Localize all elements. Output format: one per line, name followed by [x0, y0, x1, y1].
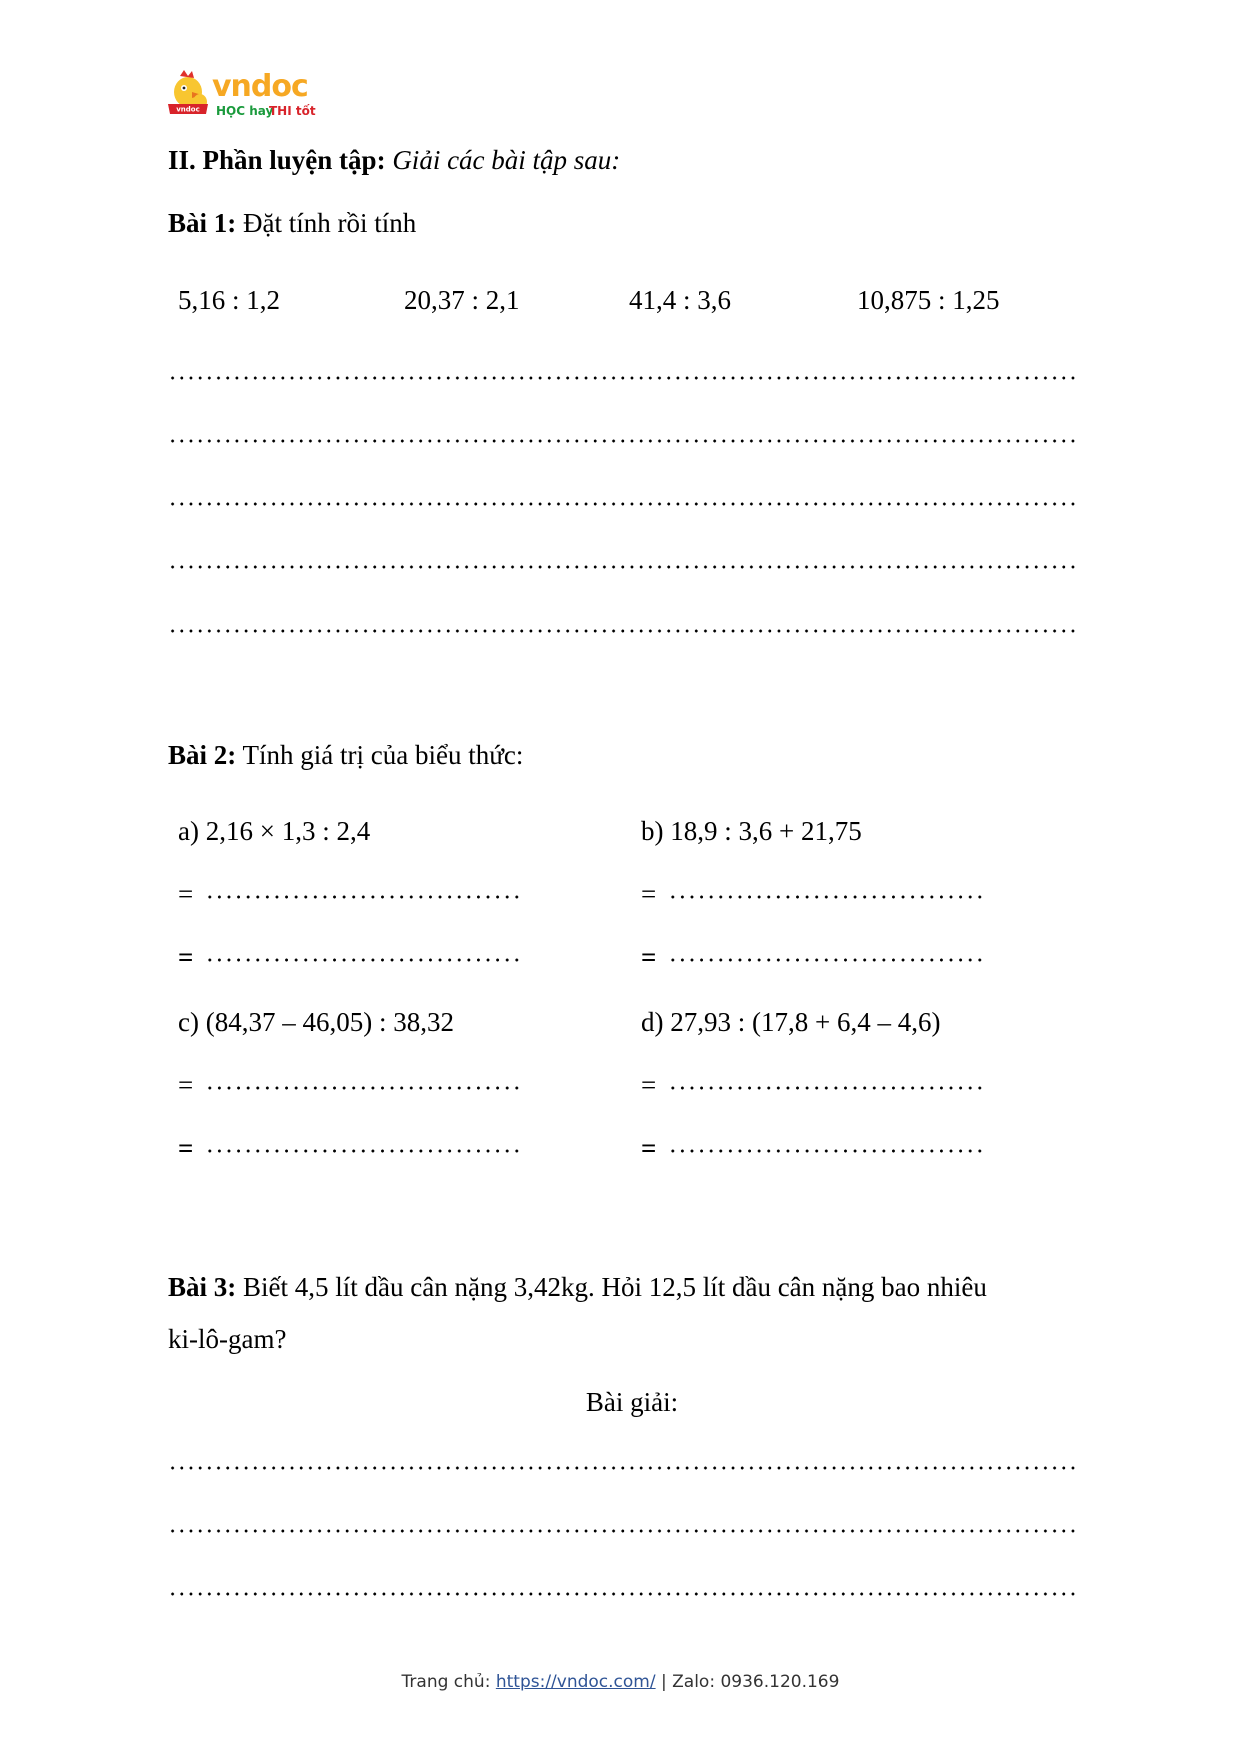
- bai2-a-answer-2[interactable]: [205, 958, 523, 962]
- bai2-c-answer-1[interactable]: [205, 1086, 523, 1090]
- bai2-heading: [168, 739, 523, 771]
- footer-home-link[interactable]: https://vndoc.com/: [495, 1672, 656, 1692]
- bai2-item-d: d) 27,93 : (17,8 + 6,4 – 4,6): [641, 1007, 941, 1037]
- bai2-c-eq2: =: [178, 1133, 194, 1163]
- bai2-item-b: b) 18,9 : 3,6 + 21,75: [641, 816, 862, 846]
- bai1-answer-line-2[interactable]: [168, 439, 1078, 443]
- bai2-item-c: c) (84,37 – 46,05) : 38,32: [178, 1007, 454, 1037]
- bai1-problem-4: 10,875 : 1,25: [857, 285, 1000, 315]
- svg-text:vndoc: vndoc: [212, 69, 308, 104]
- footer-separator: |: [661, 1672, 667, 1692]
- bai2-d-eq2: =: [641, 1133, 657, 1163]
- bai2-d-eq1: =: [641, 1070, 657, 1100]
- bai2-b-answer-1[interactable]: [668, 895, 986, 899]
- bai2-c-answer-2[interactable]: [205, 1149, 523, 1153]
- bai3-prompt-line1: Biết 4,5 lít dầu cân nặng 3,42kg. Hỏi 12,5 lít dầu cân nặng bao nhiêu: [243, 1272, 987, 1302]
- bai2-a-eq2: =: [178, 942, 194, 972]
- bai3-answer-line-3[interactable]: [168, 1592, 1078, 1596]
- bai2-b-answer-2[interactable]: [668, 958, 986, 962]
- bai2-label: Bài 2:: [168, 740, 237, 770]
- bai3-prompt-line2: ki-lô-gam?: [168, 1324, 287, 1354]
- footer-zalo: Zalo: 0936.120.169: [672, 1672, 840, 1692]
- bai3-solution-heading: Bài giải:: [585, 1387, 679, 1417]
- bai1-answer-line-5[interactable]: [168, 629, 1078, 633]
- bai2-d-answer-2[interactable]: [668, 1149, 986, 1153]
- bai2-item-a: a) 2,16 × 1,3 : 2,4: [178, 816, 371, 846]
- svg-text:HỌC hay: HỌC hay: [216, 104, 274, 118]
- page-footer: [0, 1672, 1241, 1692]
- bai1-answer-line-1[interactable]: [168, 376, 1078, 380]
- svg-text:vndoc: vndoc: [176, 105, 200, 114]
- bai3-heading: [168, 1271, 987, 1303]
- footer-home-label: Trang chủ:: [401, 1672, 491, 1692]
- bai1-problem-2: 20,37 : 2,1: [404, 285, 520, 315]
- bai3-answer-line-1[interactable]: [168, 1466, 1078, 1470]
- bai1-answer-line-3[interactable]: [168, 502, 1078, 506]
- bai3-answer-line-2[interactable]: [168, 1529, 1078, 1533]
- section-heading: [168, 144, 620, 176]
- bai1-problem-1: 5,16 : 1,2: [178, 285, 281, 315]
- bai1-heading: [168, 207, 416, 239]
- bai2-d-answer-1[interactable]: [668, 1086, 986, 1090]
- bai2-b-eq1: =: [641, 879, 657, 909]
- bai1-label: Bài 1:: [168, 208, 237, 238]
- bai1-problem-3: 41,4 : 3,6: [629, 285, 732, 315]
- bai2-prompt: Tính giá trị của biểu thức:: [242, 740, 524, 770]
- section-title: II. Phần luyện tập:: [168, 145, 386, 175]
- bai2-a-answer-1[interactable]: [205, 895, 523, 899]
- mascot-chicken-icon: [166, 68, 328, 122]
- bai1-prompt: Đặt tính rồi tính: [243, 208, 417, 238]
- bai1-answer-line-4[interactable]: [168, 565, 1078, 569]
- bai2-c-eq1: =: [178, 1070, 194, 1100]
- vndoc-logo: [166, 68, 328, 122]
- bai2-b-eq2: =: [641, 942, 657, 972]
- section-instruction: Giải các bài tập sau:: [392, 145, 621, 175]
- bai2-a-eq1: =: [178, 879, 194, 909]
- svg-text:THI tốt: THI tốt: [269, 104, 316, 118]
- bai3-label: Bài 3:: [168, 1272, 237, 1302]
